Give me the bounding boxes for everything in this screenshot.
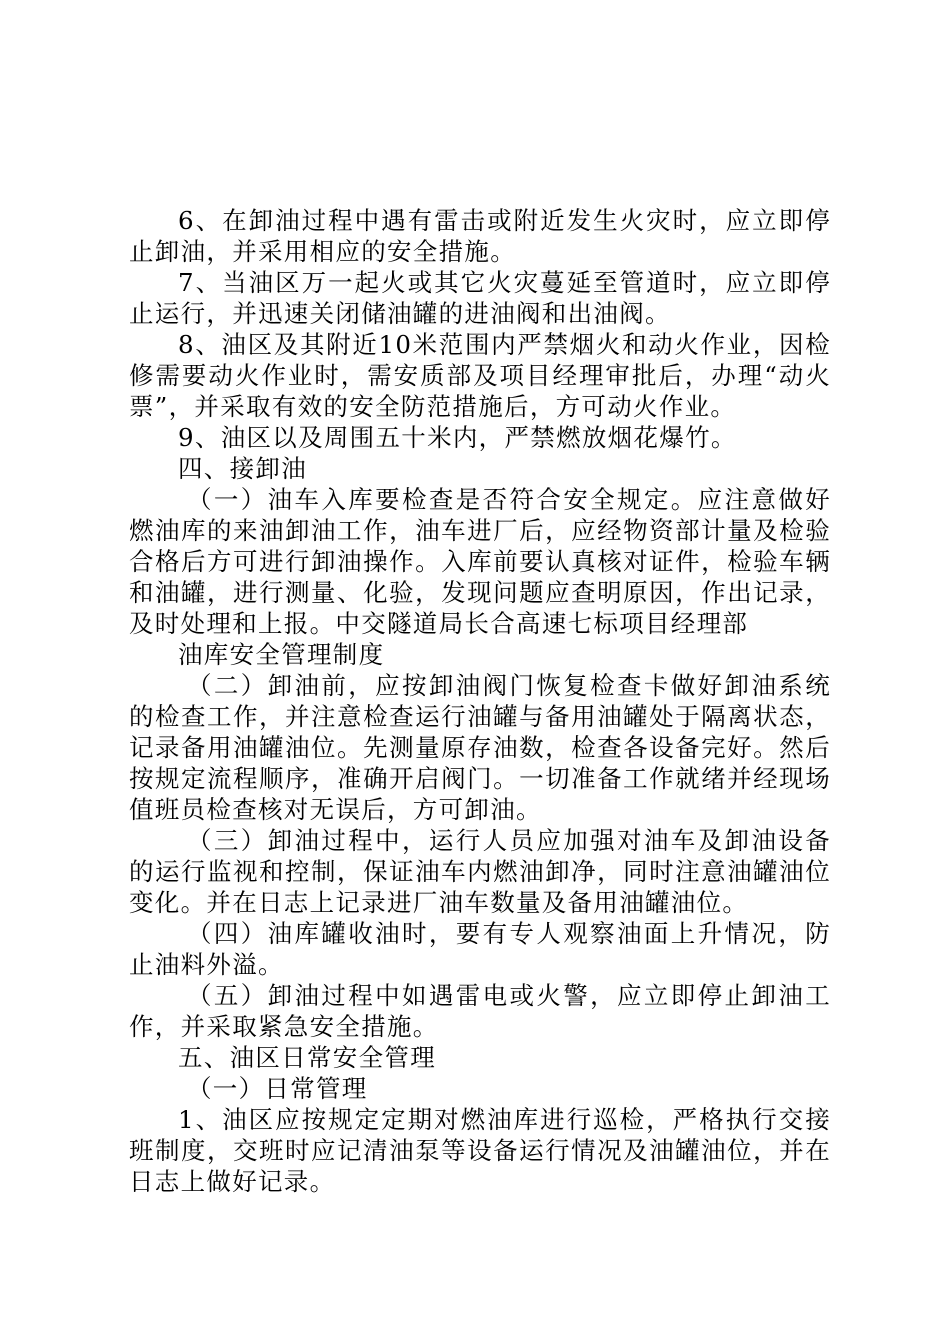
subsection-4: （四）油库罐收油时，要有专人观察油面上升情况，防止油料外溢。 [129, 919, 831, 979]
paragraph-item-daily-1: 1、油区应按规定定期对燃油库进行巡检，严格执行交接班制度，交班时应记清油泵等设备运行情况及油罐油位，并在日志上做好记录。 [129, 1105, 831, 1196]
subsection-3: （三）卸油过程中，运行人员应加强对油车及卸油设备的运行监视和控制，保证油车内燃油卸净，同时注意油罐油位变化。并在日志上记录进厂油车数量及备用油罐油位。 [129, 826, 831, 917]
subsection-2: （二）卸油前，应按卸油阀门恢复检查卡做好卸油系统的检查工作，并注意检查运行油罐与备用油罐处于隔离状态，记录备用油罐油位。先测量原存油数，检查各设备完好。然后按规定流程顺序，准确开启阀门。一切准备工作就绪并经现场值班员检查核对无误后，方可卸油。 [129, 671, 831, 824]
paragraph-item-7: 7、当油区万一起火或其它火灾蔓延至管道时，应立即停止运行，并迅速关闭储油罐的进油阀和出油阀。 [129, 268, 831, 328]
document-body [129, 205, 831, 1197]
paragraph-item-9: 9、油区以及周围五十米内，严禁燃放烟花爆竹。 [178, 423, 737, 452]
document-title-line: 油库安全管理制度 [178, 640, 385, 669]
section-heading-5: 五、油区日常安全管理 [178, 1043, 436, 1072]
subsection-1: （一）油车入库要检查是否符合安全规定。应注意做好燃油库的来油卸油工作，油车进厂后，应经物资部计量及检验合格后方可进行卸油操作。入库前要认真核对证件，检验车辆和油罐，进行测量、化验，发现问题应查明原因，作出记录，及时处理和上报。中交隧道局长合高速七标项目经理部 [129, 485, 831, 638]
paragraph-item-6: 6、在卸油过程中遇有雷击或附近发生火灾时，应立即停止卸油，并采用相应的安全措施。 [129, 206, 831, 266]
paragraph-item-8: 8、油区及其附近10米范围内严禁烟火和动火作业，因检修需要动火作业时，需安质部及项目经理审批后，办理“动火票”，并采取有效的安全防范措施后，方可动火作业。 [129, 330, 831, 421]
subsection-5: （五）卸油过程中如遇雷电或火警，应立即停止卸油工作，并采取紧急安全措施。 [129, 981, 831, 1041]
section-heading-4: 四、接卸油 [178, 454, 307, 483]
subsection-heading-daily: （一）日常管理 [187, 1074, 368, 1103]
